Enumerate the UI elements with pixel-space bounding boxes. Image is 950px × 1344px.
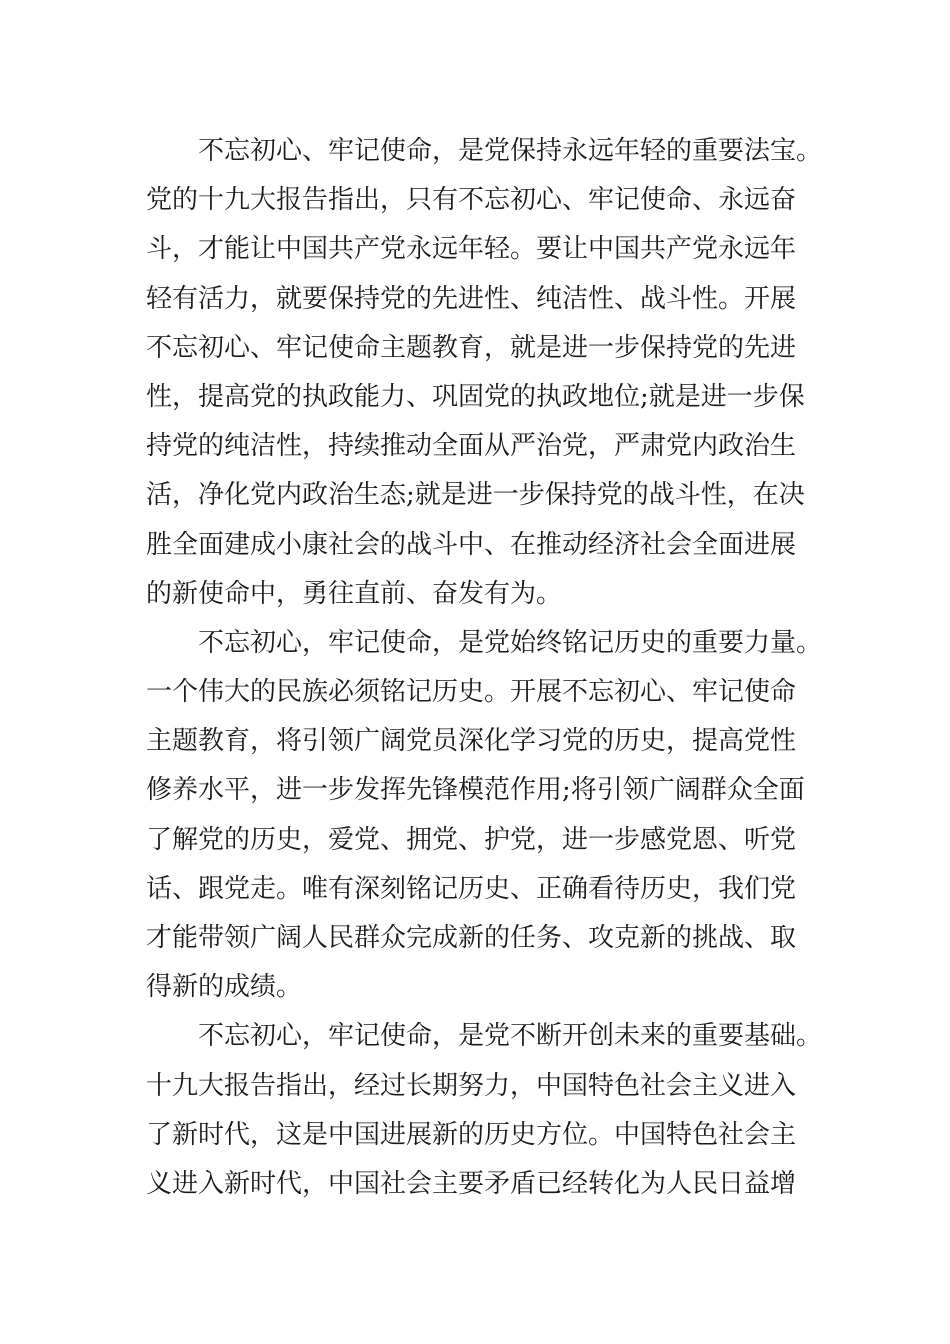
paragraph-line: 不忘初心，牢记使命，是党始终铭记历史的重要力量。: [198, 627, 823, 658]
paragraph-line: 轻有活力，就要保持党的先进性、纯洁性、战斗性。开展: [146, 283, 797, 314]
paragraph-line: 得新的成绩。: [146, 972, 303, 1003]
paragraph-line: 胜全面建成小康社会的战斗中、在推动经济社会全面进展: [146, 529, 797, 560]
paragraph-line: 斗，才能让中国共产党永远年轻。要让中国共产党永远年: [146, 234, 797, 265]
paragraph-line: 的新使命中，勇往直前、奋发有为。: [146, 578, 563, 609]
paragraph-line: 不忘初心，牢记使命，是党不断开创未来的重要基础。: [198, 1021, 823, 1052]
paragraph-line: 才能带领广阔人民群众完成新的任务、攻克新的挑战、取: [146, 923, 797, 953]
paragraph-line: 活，净化党内政治生态;就是进一步保持党的战斗性，在决: [146, 480, 805, 511]
paragraph-1: [146, 127, 846, 619]
paragraph-2: [146, 619, 846, 1013]
paragraph-line: 了新时代，这是中国进展新的历史方位。中国特色社会主: [146, 1119, 797, 1150]
paragraph-line: 十九大报告指出，经过长期努力，中国特色社会主义进入: [146, 1070, 797, 1101]
paragraph-line: 义进入新时代，中国社会主要矛盾已经转化为人民日益增: [146, 1168, 797, 1199]
paragraph-line: 不忘初心、牢记使命，是党保持永远年轻的重要法宝。: [198, 136, 823, 166]
paragraph-line: 持党的纯洁性，持续推动全面从严治党，严肃党内政治生: [146, 431, 797, 462]
paragraph-line: 党的十九大报告指出，只有不忘初心、牢记使命、永远奋: [146, 185, 797, 216]
paragraph-line: 了解党的历史，爱党、拥党、护党，进一步感党恩、听党: [146, 824, 797, 855]
paragraph-line: 一个伟大的民族必须铭记历史。开展不忘初心、牢记使命: [146, 677, 797, 708]
paragraph-line: 性，提高党的执政能力、巩固党的执政地位;就是进一步保: [146, 381, 805, 412]
paragraph-line: 修养水平，进一步发挥先锋模范作用;将引领广阔群众全面: [146, 775, 805, 806]
document-body: [146, 127, 846, 1209]
paragraph-line: 不忘初心、牢记使命主题教育，就是进一步保持党的先进: [146, 332, 797, 363]
paragraph-3: [146, 1012, 846, 1209]
paragraph-line: 话、跟党走。唯有深刻铭记历史、正确看待历史，我们党: [146, 873, 797, 904]
paragraph-line: 主题教育，将引领广阔党员深化学习党的历史，提高党性: [146, 726, 797, 757]
